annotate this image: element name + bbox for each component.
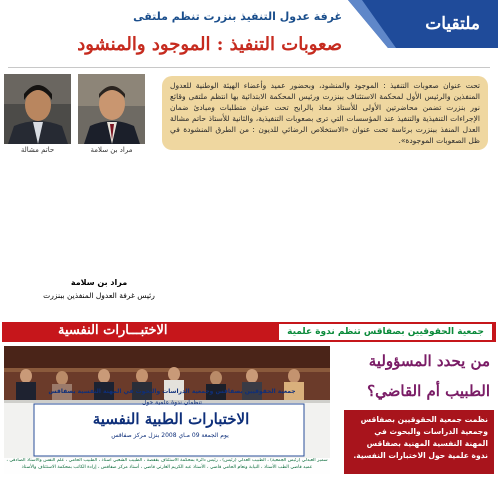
section-tag: جمعية الحقوقيين بصفاقس تنظم ندوة علمية [279, 324, 492, 340]
intro-box: تحت عنوان صعوبات التنفيذ : الموجود والمنشود، وبحضور عميد وأعضاء الهيئة الوطنية للعدول المنفذين والرئيس الأول لمحكمة الاستئناف ببنزرت ورئيس المحكمة الابتدائية بها انتظم ملتقى وقائع نور بنزرت تضمن محاضرتين الأولى للأستاذ معاذ بالرابح تحت عنوان متطلبات ومبادئ ضمان الإجراءات التنفيذية والتنفيذ عند المؤسسات التي ترى بصعوبات التنفيذية، والثانية للأستاذ حاتم مشالة العدل المنفذ ببنزرت برئاسة تحت عنوان «الاستخلاص الرضائي للديون : من الطرق المنشودة في ظل الصعوبات الموجودة». [162, 76, 488, 150]
section-bar [2, 322, 496, 342]
summary-box: نظمت جمعية الحقوقيين بصفاقس وجمعية الدراسات والبحوث في المهنة النفسية المهنية بصفاقس ندوة علمية حول الاختبارات النفسية. [344, 410, 494, 474]
question-headline-line2: الطبيب أم القاضي؟ [367, 382, 490, 400]
photo-caption: مراد بن سلامة [90, 146, 133, 154]
portrait-photo [78, 74, 145, 144]
question-headline-line1: من يحدد المسؤولية [368, 352, 490, 370]
conference-photo [4, 346, 330, 474]
divider [8, 67, 490, 68]
photo-caption: حاتم مشالة [20, 146, 55, 154]
article-headline: صعوبات التنفيذ : الموجود والمنشود [77, 34, 342, 55]
article-kicker: غرفة عدول التنفيذ بنزرت تنظم ملتقى [133, 10, 342, 23]
byline-role: رئيس غرفة العدول المنفذين ببنزرت [43, 291, 155, 300]
section-title: الاختبـــارات النفسية [58, 323, 168, 338]
conference-banner-title: الاختبارات الطبية النفسية [92, 410, 250, 428]
conference-banner-org: جمعية الحقوقيين بصفاقس وجمعية الدراسات والبحوث في المهنة النفسية بصفاقس [48, 388, 296, 395]
banner-label: ملتقيات [425, 14, 480, 34]
conference-banner-date: يوم الجمعة 09 مـاي 2008 بنزل مركز صفاقس [111, 432, 229, 439]
byline-name: مراد بن سلامة [70, 278, 128, 287]
conference-banner-subtitle: تنظمان ندوة علمية حول [142, 399, 202, 406]
conference-photo-caption: سمير العبدلي (رئيس الجمعية) ، الطبيب العدلي (رئيس) ، رئيس دائرة بمحكمة الاستئناف بقفصة ، الطبيب الشعبي أستاذ ، الطبيب الحامي ، علم النفس والأستاذ الصادقي ، عميد قاضي الطب الأستاذ ، النيابة ونعام الحامي قاضي ، الأستاذ عبد الكريم الغارتي قاضي ، أستاذ مركز صفاقس ، إرادة الكاتب بمحكمة الاستئناف والأستاذ [4, 458, 330, 478]
section-banner [348, 0, 498, 48]
portrait-photo [4, 74, 71, 144]
